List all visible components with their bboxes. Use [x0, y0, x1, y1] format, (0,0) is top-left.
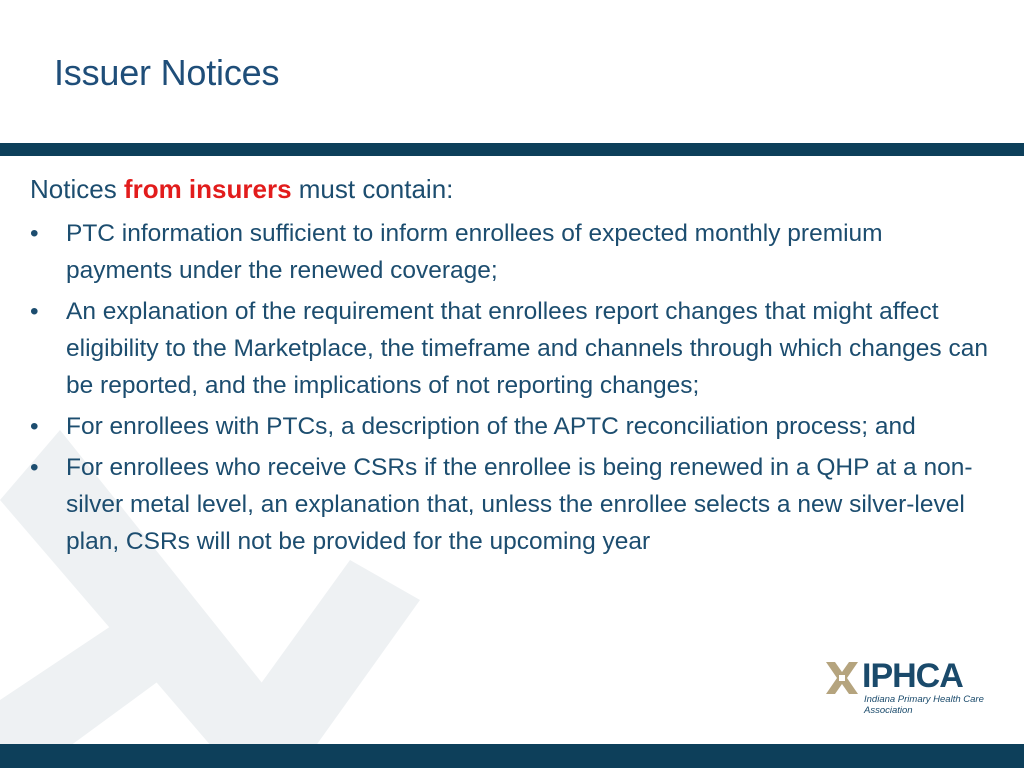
slide-title: Issuer Notices [54, 52, 280, 93]
iphca-logo [826, 657, 986, 720]
header-divider-bar [0, 143, 1024, 156]
intro-line [30, 171, 995, 211]
bullet-item [30, 293, 995, 404]
footer-bar [0, 744, 1024, 768]
logo-wordmark: IPHCA [862, 657, 963, 695]
bullet-item [30, 408, 995, 445]
bullet-marker: • [30, 220, 39, 247]
bullet-item [30, 449, 995, 560]
logo-subtitle-line2: Association [864, 705, 913, 716]
bullet-marker: • [30, 298, 39, 325]
bullet-marker: • [30, 454, 39, 481]
intro-suffix: must contain: [291, 174, 454, 204]
bullet-item [30, 215, 995, 289]
bullet-text: For enrollees with PTCs, a description of the APTC reconciliation process; and [66, 413, 916, 440]
intro-highlight: from insurers [123, 174, 292, 204]
bullet-list [30, 215, 995, 560]
bullet-marker: • [30, 413, 39, 440]
bullet-text: For enrollees who receive CSRs if the enrollee is being renewed in a QHP at a non-silver metal level, an explanation that, unless the enrollee selects a new silver-level plan, CSRs will not be provided for the upcoming year [66, 454, 973, 555]
slide-body [30, 171, 995, 564]
logo-subtitle-line1: Indiana Primary Health Care [864, 694, 984, 705]
bullet-text: An explanation of the requirement that enrollees report changes that might affect eligibility to the Marketplace, the timeframe and channels through which changes can be reported, and the implications of not reporting changes; [66, 298, 988, 399]
logo-cross-icon [826, 662, 858, 694]
logo-subtitle [864, 694, 984, 716]
intro-prefix: Notices [30, 174, 124, 204]
bullet-text: PTC information sufficient to inform enrollees of expected monthly premium payments under the renewed coverage; [66, 220, 883, 284]
